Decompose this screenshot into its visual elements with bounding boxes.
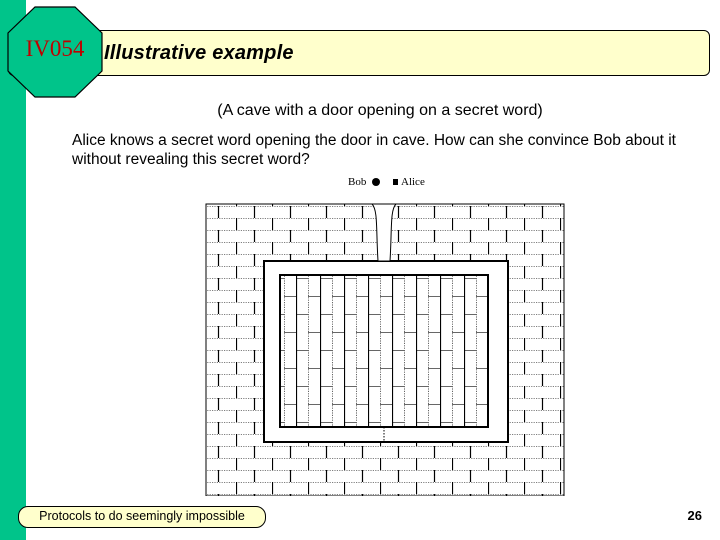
alice-label: Alice [401,176,425,188]
alice-marker [393,179,398,185]
page-number: 26 [687,508,702,523]
slide-subtitle: (A cave with a door opening on a secret word) [217,102,543,119]
course-code: IV054 [25,36,85,61]
inner-wall [280,275,488,427]
cave-diagram [200,170,565,496]
footer-label: Protocols to do seemingly impossible [39,509,245,523]
slide-title: Illustrative example [104,42,294,64]
bob-marker [372,178,380,186]
bob-label: Bob [348,176,367,188]
slide-body-text: Alice knows a secret word opening the door in cave. How can she convince Bob about it without revealing this secret word? [72,132,676,168]
